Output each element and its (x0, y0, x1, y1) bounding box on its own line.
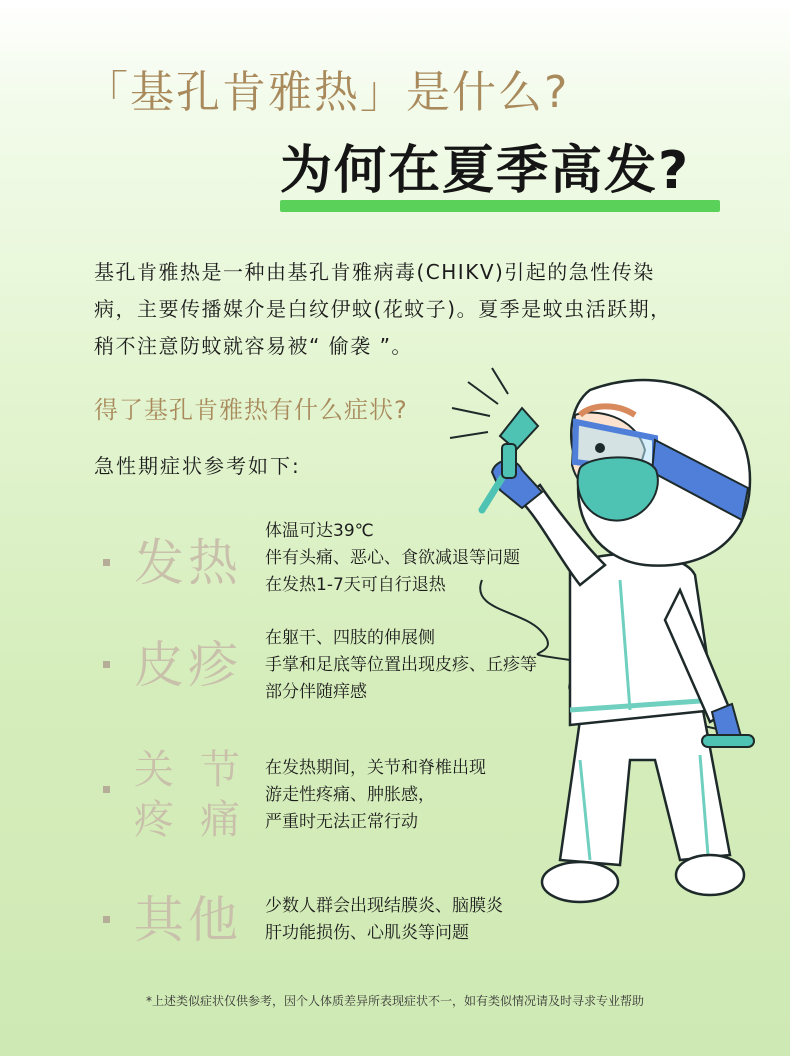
desc-line: 在躯干、四肢的伸展侧 (265, 628, 435, 648)
spray-handle (702, 735, 754, 747)
symptom-question: 得了基孔肯雅热有什么症状? (94, 396, 408, 424)
desc-line: 部分伴随痒感 (265, 682, 367, 702)
sprayer-wand (482, 478, 502, 510)
boot (676, 855, 744, 895)
boot (542, 862, 618, 902)
desc-line: 在发热1-7天可自行退热 (265, 575, 446, 595)
disclaimer-footnote: *上述类似症状仅供参考，因个人体质差异所表现症状不一，如有类似情况请及时寻求专业帮助 (145, 994, 644, 1008)
spray-line (492, 368, 508, 394)
symptom-desc-other (265, 893, 503, 947)
symptom-label-rash: 皮疹 (134, 636, 242, 694)
symptom-desc-joint-pain (265, 755, 486, 836)
spray-line (468, 382, 498, 404)
intro-paragraph (94, 254, 724, 365)
desc-line: 手掌和足底等位置出现皮疹、丘疹等 (265, 655, 537, 675)
symptom-label-fever: 发热 (134, 534, 242, 592)
symptom-desc-fever (265, 518, 520, 599)
desc-line: 游走性疼痛、肿胀感， (265, 785, 435, 805)
symptom-desc-rash (265, 625, 537, 706)
intro-line: 基孔肯雅热是一种由基孔肯雅病毒(CHIKV)引起的急性传染 (94, 260, 655, 284)
intro-line: 稍不注意防蚊就容易被“ 偷袭 ”。 (94, 334, 413, 358)
label-line: 疼痛 (134, 797, 266, 843)
suit-leg (560, 705, 730, 865)
symptom-label-joint-pain (134, 745, 266, 845)
desc-line: 在发热期间，关节和脊椎出现 (265, 758, 486, 778)
page-title: 「基孔肯雅热」是什么? (84, 67, 570, 118)
symptom-bullet (103, 559, 110, 566)
desc-line: 少数人群会出现结膜炎、脑膜炎 (265, 896, 503, 916)
intro-line: 病，主要传播媒介是白纹伊蚊(花蚊子)。夏季是蚊虫活跃期， (94, 297, 672, 321)
desc-line: 体温可达39℃ (265, 521, 374, 541)
label-line: 关节 (134, 747, 266, 793)
symptom-label-other: 其他 (134, 891, 242, 949)
headline-text: 为何在夏季高发? (280, 141, 691, 201)
headline (280, 138, 720, 214)
spray-line (450, 432, 488, 438)
desc-line: 严重时无法正常行动 (265, 812, 418, 832)
eye (595, 443, 605, 453)
desc-line: 肝功能损伤、心肌炎等问题 (265, 923, 469, 943)
desc-line: 伴有头痛、恶心、食欲减退等问题 (265, 548, 520, 568)
spray-line (452, 408, 490, 416)
symptom-bullet (103, 661, 110, 668)
symptom-bullet (103, 786, 110, 793)
symptom-subhead: 急性期症状参考如下: (94, 454, 301, 478)
symptom-bullet (103, 916, 110, 923)
